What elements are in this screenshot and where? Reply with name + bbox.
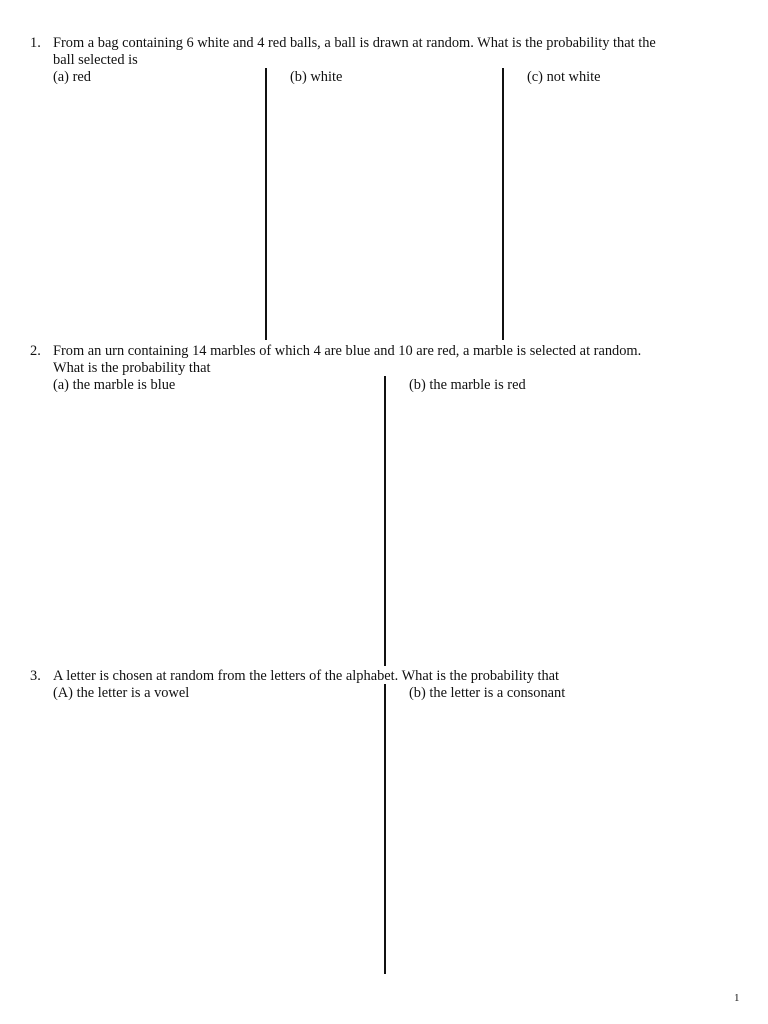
question-2-divider (384, 376, 386, 666)
question-3-part-a: (A) the letter is a vowel (53, 685, 190, 701)
question-1-part-b: (b) white (290, 69, 343, 85)
question-2-number: 2. (30, 343, 41, 359)
question-1-text-line-1: From a bag containing 6 white and 4 red balls, a ball is drawn at random. What is the probability that the (53, 35, 656, 51)
question-1-number: 1. (30, 35, 41, 51)
question-1-divider-left (265, 68, 267, 340)
question-1-text-line-2: ball selected is (53, 51, 138, 68)
question-1-divider-right (502, 68, 504, 340)
question-2-part-b: (b) the marble is red (409, 377, 526, 393)
question-3-text-line-1: A letter is chosen at random from the letters of the alphabet. What is the probability that (53, 668, 560, 684)
question-2-text-line-1: From an urn containing 14 marbles of which 4 are blue and 10 are red, a marble is selected at random. (53, 343, 642, 359)
question-2-part-a: (a) the marble is blue (53, 377, 176, 393)
question-3-divider (384, 684, 386, 974)
question-1-part-a: (a) red (53, 69, 91, 85)
question-1-part-c: (c) not white (527, 69, 601, 85)
question-3-number: 3. (30, 668, 41, 684)
question-3-part-b: (b) the letter is a consonant (409, 685, 566, 701)
question-2-text-line-2: What is the probability that (53, 359, 211, 376)
page-number: 1 (734, 992, 740, 1004)
